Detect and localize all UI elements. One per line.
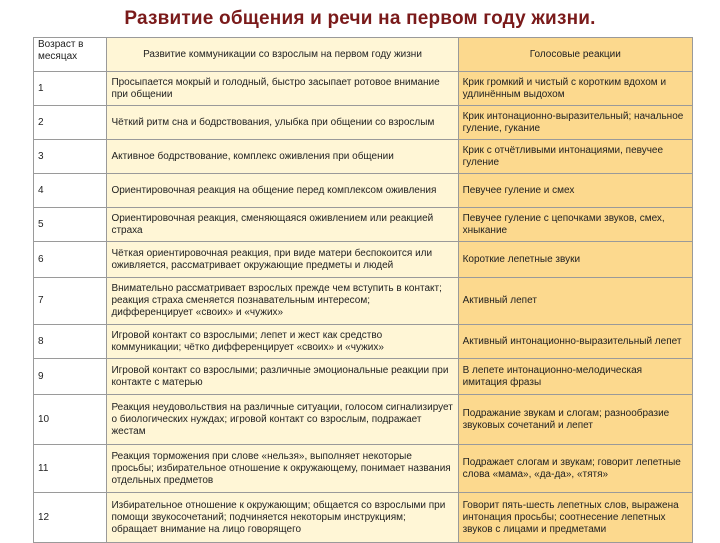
communication-cell: Игровой контакт со взрослыми; различные эмоциональные реакции при контакте с матерью	[107, 359, 458, 395]
voice-cell: Певучее гуление с цепочками звуков, смех, хныкание	[458, 208, 692, 242]
header-age: Возраст в месяцах	[34, 38, 107, 72]
table-row	[34, 106, 693, 140]
age-cell: 10	[34, 395, 107, 445]
table-row	[34, 174, 693, 208]
table-row	[34, 278, 693, 325]
age-cell: 8	[34, 325, 107, 359]
age-cell: 3	[34, 140, 107, 174]
table-row	[34, 359, 693, 395]
development-table	[33, 37, 693, 543]
voice-cell: Короткие лепетные звуки	[458, 242, 692, 278]
communication-cell: Реакция неудовольствия на различные ситуации, голосом сигнализирует о биологических нуждах; игровой контакт со взрослым, подражает жестам	[107, 395, 458, 445]
voice-cell: Крик интонационно-выразительный; начальное гуление, гукание	[458, 106, 692, 140]
voice-cell: В лепете интонационно-мелодическая имитация фразы	[458, 359, 692, 395]
age-cell: 9	[34, 359, 107, 395]
header-communication: Развитие коммуникации со взрослым на первом году жизни	[107, 38, 458, 72]
voice-cell: Активный интонационно-выразительный лепет	[458, 325, 692, 359]
voice-cell: Крик громкий и чистый с коротким вдохом и удлинённым выдохом	[458, 72, 692, 106]
table-row	[34, 325, 693, 359]
communication-cell: Чёткая ориентировочная реакция, при виде матери беспокоится или оживляется, рассматривает окружающие предметы и людей	[107, 242, 458, 278]
communication-cell: Активное бодрствование, комплекс оживления при общении	[107, 140, 458, 174]
table-row	[34, 208, 693, 242]
age-cell: 7	[34, 278, 107, 325]
table-row	[34, 445, 693, 493]
table-row	[34, 72, 693, 106]
voice-cell: Активный лепет	[458, 278, 692, 325]
voice-cell: Подражает слогам и звукам; говорит лепетные слова «мама», «да-да», «тятя»	[458, 445, 692, 493]
age-cell: 4	[34, 174, 107, 208]
communication-cell: Ориентировочная реакция на общение перед комплексом оживления	[107, 174, 458, 208]
communication-cell: Просыпается мокрый и голодный, быстро засыпает ротовое внимание при общении	[107, 72, 458, 106]
table-header-row	[34, 38, 693, 72]
communication-cell: Внимательно рассматривает взрослых прежде чем вступить в контакт; реакция страха сменяется познавательным интересом; дифференцирует «своих» и «чужих»	[107, 278, 458, 325]
table-row	[34, 395, 693, 445]
communication-cell: Игровой контакт со взрослыми; лепет и жест как средство коммуникации; чётко дифференцирует «своих» и «чужих»	[107, 325, 458, 359]
age-cell: 2	[34, 106, 107, 140]
communication-cell: Чёткий ритм сна и бодрствования, улыбка при общении со взрослым	[107, 106, 458, 140]
age-cell: 11	[34, 445, 107, 493]
voice-cell: Певучее гуление и смех	[458, 174, 692, 208]
communication-cell: Реакция торможения при слове «нельзя», выполняет некоторые просьбы; избирательное отношение к окружающему, понимает названия отдельных предметов	[107, 445, 458, 493]
voice-cell: Подражание звукам и слогам; разнообразие звуковых сочетаний и лепет	[458, 395, 692, 445]
communication-cell: Избирательное отношение к окружающим; общается со взрослыми при помощи звукосочетаний; подчиняется некоторым инструкциям; обращает внимание на лицо говорящего	[107, 493, 458, 543]
age-cell: 1	[34, 72, 107, 106]
communication-cell: Ориентировочная реакция, сменяющаяся оживлением или реакцией страха	[107, 208, 458, 242]
table-row	[34, 242, 693, 278]
age-cell: 12	[34, 493, 107, 543]
age-cell: 6	[34, 242, 107, 278]
table-row	[34, 140, 693, 174]
table-row	[34, 493, 693, 543]
voice-cell: Крик с отчётливыми интонациями, певучее гуление	[458, 140, 692, 174]
page-title: Развитие общения и речи на первом году жизни.	[124, 8, 596, 29]
age-cell: 5	[34, 208, 107, 242]
voice-cell: Говорит пять-шесть лепетных слов, выражена интонация просьбы; соотнесение лепетных звуков с лицами и предметами	[458, 493, 692, 543]
header-voice-reactions: Голосовые реакции	[458, 38, 692, 72]
